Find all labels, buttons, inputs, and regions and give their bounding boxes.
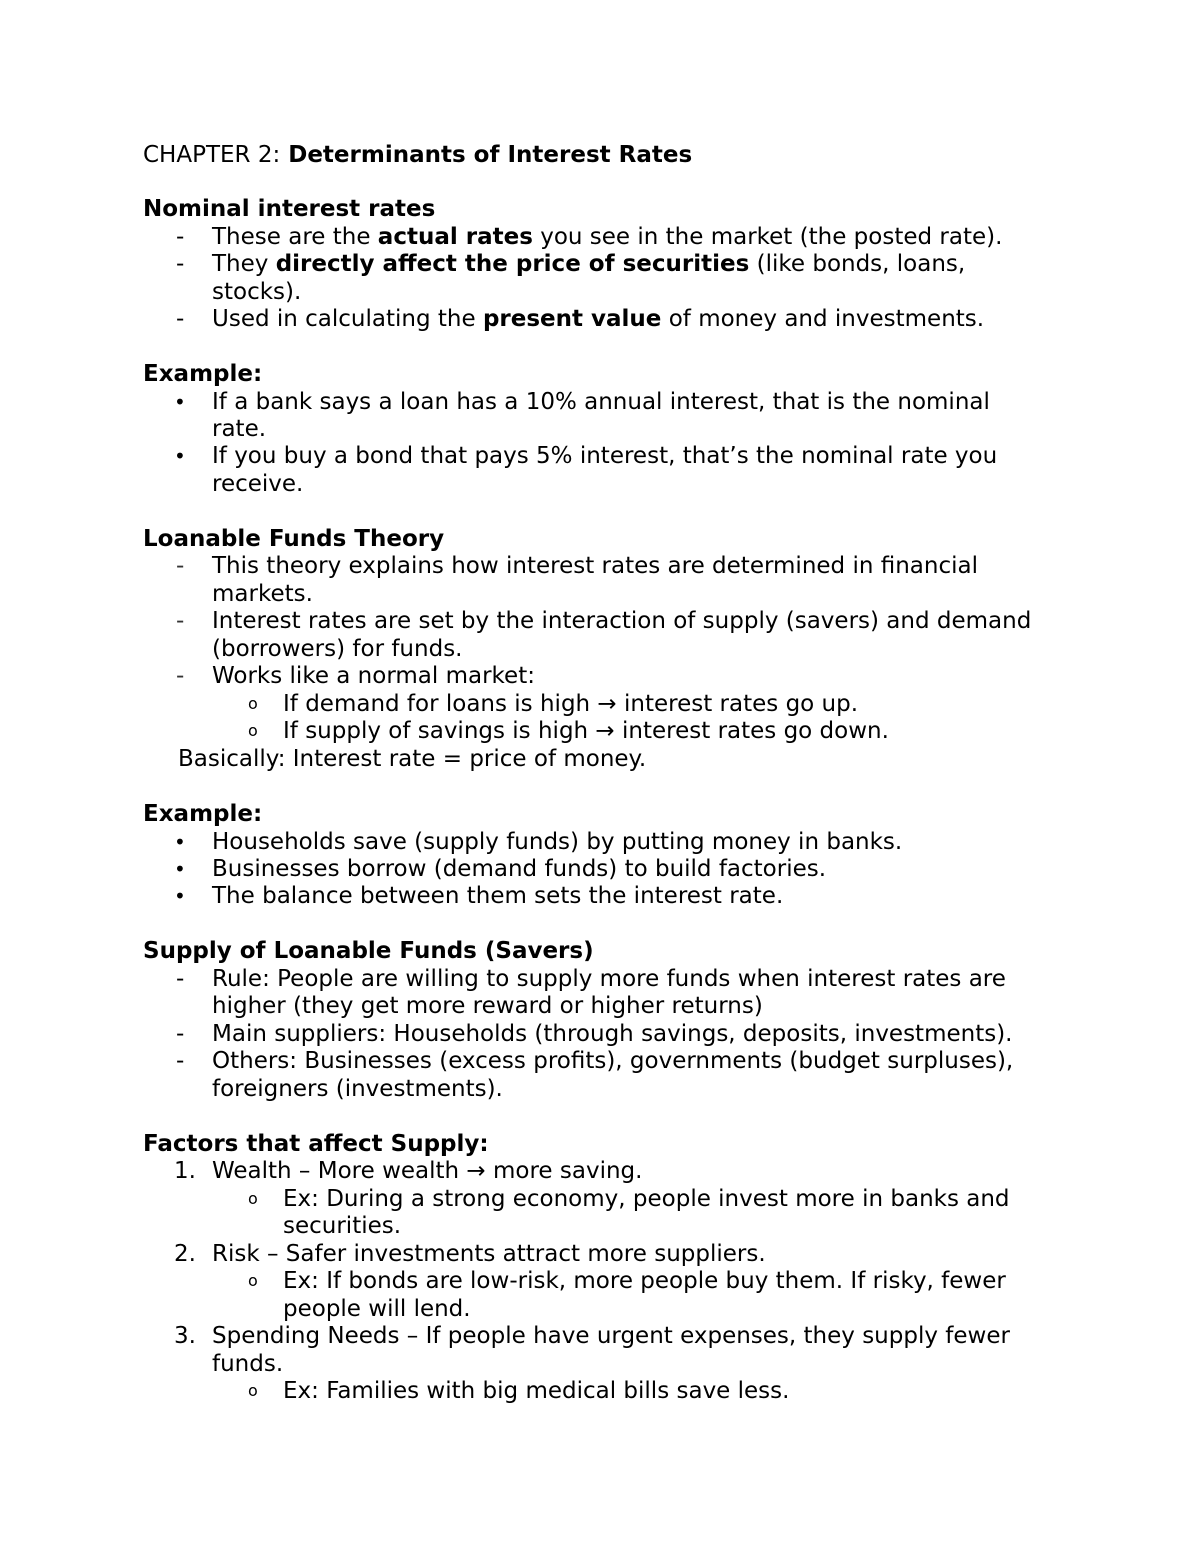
text: of money and investments. — [661, 306, 985, 332]
bullet-dot: • — [174, 444, 186, 468]
factor-3: Spending Needs – If people have urgent expenses, they supply fewer — [212, 1323, 1010, 1349]
section-heading-nominal: Nominal interest rates — [143, 196, 436, 222]
list-number: 2. — [174, 1241, 196, 1267]
circle-bullet: o — [248, 1381, 258, 1400]
loanable-basically: Basically: Interest rate = price of money. — [178, 746, 647, 772]
supply-item-1-cont: higher (they get more reward or higher returns) — [212, 993, 763, 1019]
bullet-dot: • — [174, 857, 186, 881]
dash-bullet: - — [176, 966, 185, 992]
text: These are the — [212, 224, 378, 250]
dash-bullet: - — [176, 663, 185, 689]
loanable-subitem-1: If demand for loans is high → interest rates go up. — [283, 691, 859, 717]
example2-item-1: Households save (supply funds) by putting money in banks. — [212, 829, 903, 855]
section-heading-example-2: Example: — [143, 801, 263, 827]
dash-bullet: - — [176, 1048, 185, 1074]
circle-bullet: o — [248, 721, 258, 740]
bullet-dot: • — [174, 390, 186, 414]
text: you see in the market (the posted rate). — [532, 224, 1003, 250]
nominal-item-2-cont: stocks). — [212, 279, 302, 305]
page-title — [143, 141, 692, 169]
loanable-item-1: This theory explains how interest rates are determined in financial — [212, 553, 978, 579]
example1-item-2: If you buy a bond that pays 5% interest, that’s the nominal rate you — [212, 443, 998, 469]
text: Used in calculating the — [212, 306, 483, 332]
loanable-item-2: Interest rates are set by the interaction of supply (savers) and demand — [212, 608, 1032, 634]
example1-item-2-cont: receive. — [212, 471, 304, 497]
bold-text: directly affect the price of securities — [275, 251, 750, 277]
factor-1-example-cont: securities. — [283, 1213, 402, 1239]
example2-item-2: Businesses borrow (demand funds) to build factories. — [212, 856, 827, 882]
dash-bullet: - — [176, 224, 185, 250]
dash-bullet: - — [176, 251, 185, 277]
dash-bullet: - — [176, 553, 185, 579]
text: They — [212, 251, 276, 277]
loanable-subitem-2: If supply of savings is high → interest rates go down. — [283, 718, 889, 744]
circle-bullet: o — [248, 1271, 258, 1290]
list-number: 3. — [174, 1323, 196, 1349]
supply-item-3-cont: foreigners (investments). — [212, 1076, 503, 1102]
title-chapter — [143, 142, 692, 168]
bold-text: present value — [482, 306, 662, 332]
section-heading-factors: Factors that affect Supply: — [143, 1131, 489, 1157]
factor-2: Risk – Safer investments attract more suppliers. — [212, 1241, 766, 1267]
loanable-item-2-cont: (borrowers) for funds. — [212, 636, 463, 662]
example1-item-1: If a bank says a loan has a 10% annual interest, that is the nominal — [212, 389, 990, 415]
section-heading-supply: Supply of Loanable Funds (Savers) — [143, 938, 594, 964]
nominal-item-1 — [212, 223, 1002, 251]
factor-3-cont: funds. — [212, 1351, 284, 1377]
bullet-dot: • — [174, 884, 186, 908]
dash-bullet: - — [176, 608, 185, 634]
supply-item-3: Others: Businesses (excess profits), governments (budget surpluses), — [212, 1048, 1014, 1074]
example2-item-3: The balance between them sets the interest rate. — [212, 883, 784, 909]
loanable-item-3: Works like a normal market: — [212, 663, 535, 689]
supply-item-2: Main suppliers: Households (through savings, deposits, investments). — [212, 1021, 1013, 1047]
section-heading-loanable: Loanable Funds Theory — [143, 526, 445, 552]
factor-2-example: Ex: If bonds are low-risk, more people buy them. If risky, fewer — [283, 1268, 1006, 1294]
circle-bullet: o — [248, 694, 258, 713]
title-main: Determinants of Interest Rates — [280, 142, 693, 168]
factor-1: Wealth – More wealth → more saving. — [212, 1158, 643, 1184]
text: (like bonds, loans, — [749, 251, 966, 277]
supply-item-1: Rule: People are willing to supply more funds when interest rates are — [212, 966, 1006, 992]
dash-bullet: - — [176, 306, 185, 332]
factor-3-example: Ex: Families with big medical bills save less. — [283, 1378, 790, 1404]
section-heading-example-1: Example: — [143, 361, 263, 387]
factor-2-example-cont: people will lend. — [283, 1296, 471, 1322]
bold-text: actual rates — [377, 224, 533, 250]
bullet-dot: • — [174, 830, 186, 854]
loanable-item-1-cont: markets. — [212, 581, 313, 607]
circle-bullet: o — [248, 1189, 258, 1208]
title-prefix: CHAPTER 2: — [143, 142, 281, 168]
factor-1-example: Ex: During a strong economy, people invest more in banks and — [283, 1186, 1010, 1212]
list-number: 1. — [174, 1158, 196, 1184]
example1-item-1-cont: rate. — [212, 416, 267, 442]
nominal-item-3 — [212, 305, 984, 333]
dash-bullet: - — [176, 1021, 185, 1047]
nominal-item-2 — [212, 250, 965, 278]
